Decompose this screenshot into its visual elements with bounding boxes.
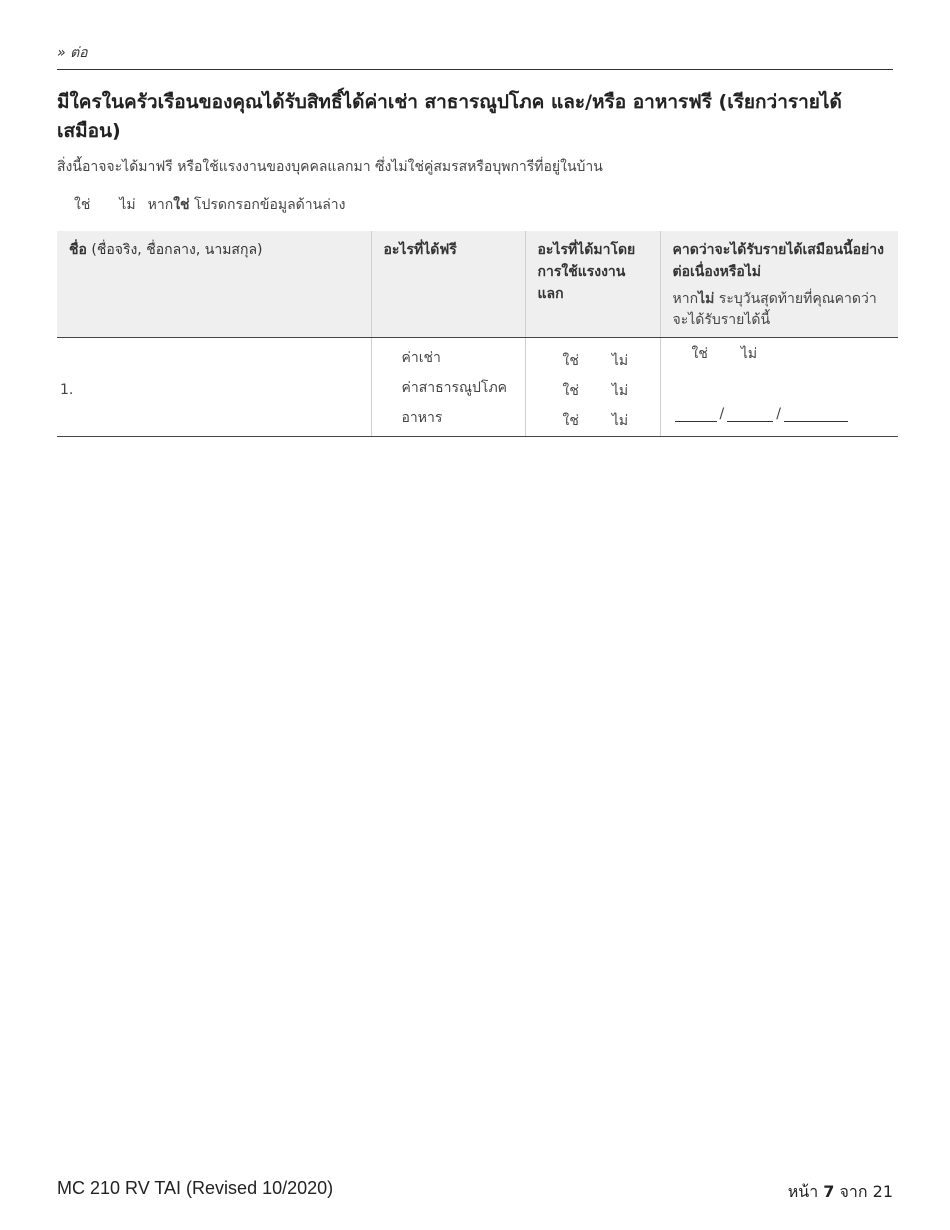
checkbox-square-icon [546,415,559,428]
row-number: 1. [60,382,74,398]
checkbox-square-icon [102,199,115,212]
yes-checkbox[interactable] [57,195,90,215]
header-free: อะไรที่ได้ฟรี [371,231,525,338]
continuous-yes-checkbox[interactable]: ใช่ [675,342,708,366]
continued-label: » ต่อ [57,42,893,70]
yes-label: ใช่ [74,197,91,213]
end-date-year-blank[interactable] [784,407,848,422]
section-heading: มีใครในครัวเรือนของคุณได้รับสิทธิ์ได้ค่าเช่า สาธารณูปโภค และ/หรือ อาหารฟรี (เรียกว่ารายได้เสมือน) [57,91,842,142]
form-identifier: MC 210 RV TAI (Revised 10/2020) [57,1178,334,1198]
free-items-cell [371,338,525,437]
name-cell[interactable] [57,338,371,437]
checkbox-square-icon [595,415,608,428]
food-labor-options [546,406,660,436]
rent-yes-checkbox[interactable]: ใช่ [546,349,579,373]
header-continuous-instruction: หากไม่ ระบุวันสุดท้ายที่คุณคาดว่าจะได้รับรายได้นี้ [672,291,877,328]
section-description: สิ่งนี้อาจจะได้มาฟรี หรือใช้แรงงานของบุคคลแลกมา ซึ่งไม่ใช่คู่สมรสหรือบุพการีที่อยู่ในบ้าน [57,159,603,175]
continuous-no-checkbox[interactable]: ไม่ [724,342,757,366]
checkbox-square-icon [595,355,608,368]
item-utilities-label: ค่าสาธารณูปโภค [401,380,508,396]
utilities-no-checkbox[interactable]: ไม่ [595,379,628,403]
checkbox-square-icon [675,348,688,361]
table-header-row [57,231,898,338]
in-kind-income-table [57,231,898,437]
rent-no-checkbox[interactable]: ไม่ [595,349,628,373]
checkbox-square-icon [546,355,559,368]
food-yes-checkbox[interactable]: ใช่ [546,409,579,433]
instruction-note: หากใช่ โปรดกรอกข้อมูลด้านล่าง [147,197,346,213]
checkbox-square-icon [595,385,608,398]
checkbox-square-icon [57,199,70,212]
labor-cell [525,338,660,437]
item-food-label: อาหาร [401,410,443,426]
page-number: หน้า 7 จาก 21 [787,1182,893,1201]
continuous-cell [660,338,898,437]
in-kind-income-question [57,195,345,215]
checkbox-square-icon [724,348,737,361]
utilities-yes-checkbox[interactable]: ใช่ [546,379,579,403]
header-labor: อะไรที่ได้มาโดยการใช้แรงงานแลก [525,231,660,338]
end-date-field: / / [675,406,899,422]
table-row [57,338,898,437]
end-date-day-blank[interactable] [727,407,773,422]
checkbox-square-icon [546,385,559,398]
header-continuous: คาดว่าจะได้รับรายได้เสมือนนี้อย่างต่อเนื่องหรือไม่ หากไม่ ระบุวันสุดท้ายที่คุณคาดว่าจะได้รับรายได้นี้ [660,231,898,338]
continuous-options [675,342,899,366]
no-checkbox[interactable] [102,195,135,215]
utilities-labor-options [546,376,660,406]
rent-labor-options [546,346,660,376]
food-no-checkbox[interactable]: ไม่ [595,409,628,433]
no-label: ไม่ [119,197,136,213]
item-rent-label: ค่าเช่า [401,350,441,366]
header-name: ชื่อ (ชื่อจริง, ชื่อกลาง, นามสกุล) [57,231,371,338]
end-date-month-blank[interactable] [675,407,717,422]
